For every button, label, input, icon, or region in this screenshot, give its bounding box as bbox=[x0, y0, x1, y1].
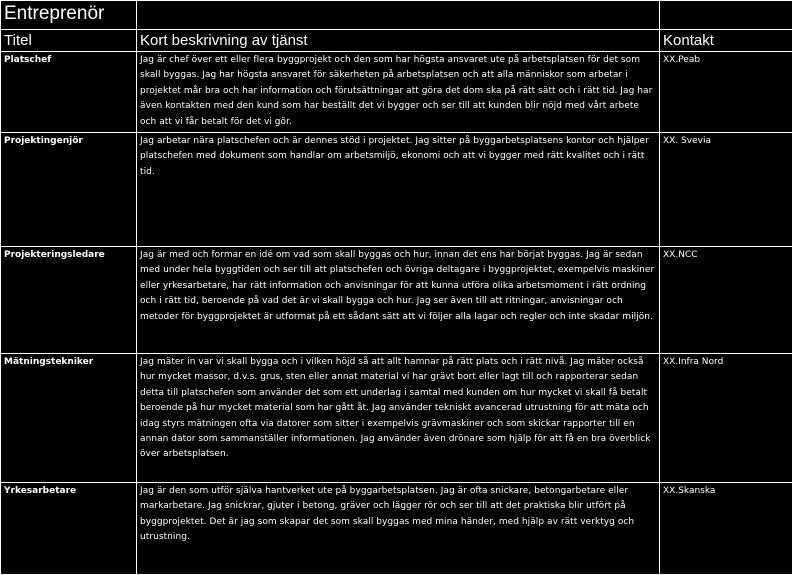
role-description: Jag mäter in var vi skall bygga och i vilken höjd så att allt hamnar på rätt plats och i rätt nivå. Jag mäter också hur mycket massor, d.v.s. grus, sten eller annat material vi har grävt bort eller lagt till och rapporterar sedan detta till platschefen som använder det som ett underlag i samtal med kunden om hur mycket vi skall få betalt beroende på hur mycket material som har gått åt. Jag använder tekniskt avancerad utrustning för att mäta och idag styrs mätningen ofta via datorer som sitter i exempelvis grävmaskiner och som skickar rapporter till en annan dator som sammanställer informationen. Jag använder även drönare som hjälp för att få en bra överblick över arbetsplatsen. bbox=[140, 354, 656, 463]
role-title: Projektingenjör bbox=[4, 133, 133, 148]
cell-contact[interactable] bbox=[660, 483, 792, 575]
role-contact: XX.NCC bbox=[663, 247, 789, 262]
header-cell-contact[interactable] bbox=[660, 30, 792, 52]
empty-cell[interactable] bbox=[660, 1, 792, 30]
role-title: Platschef bbox=[4, 52, 133, 67]
table-row bbox=[1, 52, 792, 133]
role-contact: XX.Infra Nord bbox=[663, 354, 789, 369]
role-contact: XX.Skanska bbox=[663, 483, 789, 498]
cell-contact[interactable] bbox=[660, 133, 792, 247]
column-header-title: Titel bbox=[4, 32, 32, 49]
table-row bbox=[1, 247, 792, 354]
cell-description[interactable] bbox=[137, 133, 660, 247]
role-title: Projekteringsledare bbox=[4, 247, 133, 262]
role-contact: XX.Peab bbox=[663, 52, 789, 67]
cell-role[interactable] bbox=[1, 483, 137, 575]
role-description: Jag är chef över ett eller flera byggprojekt och den som har högsta ansvaret ute på arbetsplatsen för det som skall byggas. Jag har högsta ansvaret för säkerheten på arbetsplatsen och att alla människor som arbetar i projektet mår bra och har information och förutsättningar att göra det dom ska på rätt sätt och i rätt tid. Jag har även kontakten med den kund som har beställt det vi bygger och ser till att kunden blir nöjd med vårt arbete och att vi får betalt för det vi gör. bbox=[140, 52, 656, 130]
header-cell-title[interactable] bbox=[1, 30, 137, 52]
cell-description[interactable] bbox=[137, 354, 660, 483]
role-title: Yrkesarbetare bbox=[4, 483, 133, 498]
role-description: Jag arbetar nära platschefen och är dennes stöd i projektet. Jag sitter på byggarbetsplatsens kontor och hjälper platschefen med dokument som handlar om arbetsmiljö, ekonomi och att vi bygger med rätt kvalitet och i rätt tid. bbox=[140, 133, 656, 180]
cell-contact[interactable] bbox=[660, 52, 792, 133]
sheet-title-cell[interactable] bbox=[1, 1, 137, 30]
cell-role[interactable] bbox=[1, 133, 137, 247]
cell-description[interactable] bbox=[137, 483, 660, 575]
column-header-contact: Kontakt bbox=[663, 32, 714, 49]
header-row bbox=[1, 30, 792, 52]
table-row bbox=[1, 354, 792, 483]
role-contact: XX. Svevia bbox=[663, 133, 789, 148]
table-row bbox=[1, 133, 792, 247]
empty-cell[interactable] bbox=[137, 1, 660, 30]
cell-contact[interactable] bbox=[660, 354, 792, 483]
cell-contact[interactable] bbox=[660, 247, 792, 354]
sheet-title: Entreprenör bbox=[4, 3, 104, 24]
role-description: Jag är med och formar en idé om vad som skall byggas och hur, innan det ens har börjat byggas. Jag är sedan med under hela byggtiden och ser till att platschefen och övriga deltagare i byggprojektet, exempelvis maskiner eller yrkesarbetare, har rätt information och anvisningar för att kunna utföra olika arbetsmoment i rätt ordning och i rätt tid, beroende på vad det är vi skall bygga och hur. Jag ser även till att ritningar, anvisningar och metoder för byggprojektet är utformat på ett sådant sätt att vi följer alla lagar och regler och inte skadar miljön. bbox=[140, 247, 656, 325]
title-row bbox=[1, 1, 792, 30]
cell-role[interactable] bbox=[1, 247, 137, 354]
cell-role[interactable] bbox=[1, 354, 137, 483]
role-description: Jag är den som utför själva hantverket ute på byggarbetsplatsen. Jag är ofta snickare, betongarbetare eller markarbetare. Jag snickrar, gjuter i betong, gräver och lägger rör och ser till att det praktiska blir utfört på byggprojektet. Det är jag som skapar det som skall byggas med mina händer, med hjälp av rätt verktyg och utrustning. bbox=[140, 483, 656, 546]
cell-description[interactable] bbox=[137, 247, 660, 354]
cell-description[interactable] bbox=[137, 52, 660, 133]
cell-role[interactable] bbox=[1, 52, 137, 133]
role-title: Mätningstekniker bbox=[4, 354, 133, 369]
table-row bbox=[1, 483, 792, 575]
column-header-description: Kort beskrivning av tjänst bbox=[140, 32, 308, 49]
header-cell-description[interactable] bbox=[137, 30, 660, 52]
